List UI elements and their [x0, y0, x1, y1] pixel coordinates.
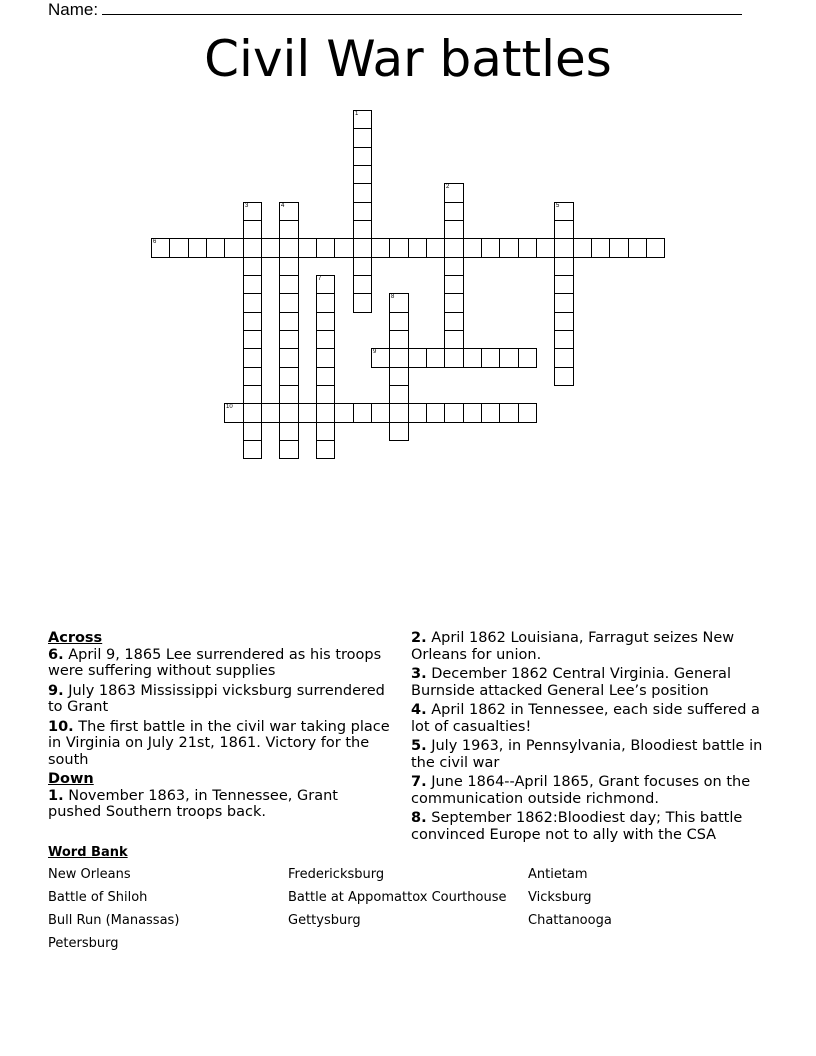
down-clue-list [48, 788, 393, 821]
grid-cell[interactable] [371, 348, 390, 368]
grid-cell[interactable] [279, 403, 299, 423]
grid-cell[interactable] [279, 330, 299, 349]
grid-cell[interactable] [408, 238, 427, 258]
grid-cell[interactable] [408, 348, 427, 368]
grid-cell[interactable] [554, 275, 574, 294]
clue-text: The first battle in the civil war taking place in Virginia on July 21st, 1861. Victory for the south [48, 718, 390, 768]
word-bank-item: Petersburg [48, 936, 119, 951]
grid-cell[interactable] [554, 293, 574, 313]
grid-cell[interactable] [169, 238, 189, 258]
word-bank-item: Vicksburg [528, 890, 592, 905]
grid-cell[interactable] [408, 403, 427, 423]
grid-cell[interactable] [389, 403, 409, 423]
grid-cell[interactable] [591, 238, 610, 258]
clue-item [48, 647, 393, 680]
word-bank-item: Fredericksburg [288, 867, 385, 882]
grid-cell[interactable] [261, 238, 280, 258]
clue-number-label: 2. [411, 630, 427, 646]
grid-cell[interactable] [316, 275, 335, 294]
grid-cell[interactable] [481, 403, 500, 423]
grid-cell[interactable] [353, 202, 372, 221]
grid-cell[interactable] [444, 202, 464, 221]
grid-cell[interactable] [243, 422, 262, 441]
clue-item [48, 683, 393, 716]
grid-cell[interactable] [554, 220, 574, 239]
clue-number: 9 [373, 349, 377, 355]
grid-cell[interactable] [353, 403, 372, 423]
grid-cell[interactable] [279, 385, 299, 404]
grid-cell[interactable] [646, 238, 665, 258]
grid-cell[interactable] [518, 403, 537, 423]
clue-number: 1 [355, 111, 359, 117]
name-blank-line[interactable] [102, 0, 742, 15]
grid-cell[interactable] [353, 275, 372, 294]
grid-cell[interactable] [444, 403, 464, 423]
grid-cell[interactable] [353, 147, 372, 166]
grid-cell[interactable] [554, 348, 574, 368]
grid-cell[interactable] [426, 348, 445, 368]
clue-number-label: 9. [48, 682, 64, 699]
name-field[interactable] [48, 0, 742, 20]
grid-cell[interactable] [316, 403, 335, 423]
grid-cell[interactable] [371, 403, 390, 423]
grid-cell[interactable] [499, 403, 519, 423]
grid-cell[interactable] [353, 165, 372, 184]
grid-cell[interactable] [243, 312, 262, 331]
clue-number: 2 [446, 184, 450, 190]
word-bank-item: Antietam [528, 867, 588, 882]
clue-number-label: 7. [411, 774, 427, 790]
grid-cell[interactable] [279, 238, 299, 258]
clue-text: September 1862:Bloodiest day; This battle convinced Europe not to ally with the CSA [411, 810, 743, 843]
clue-number-label: 6. [48, 646, 64, 663]
clue-number: 8 [391, 294, 395, 300]
clue-text: April 9, 1865 Lee surrendered as his troops were suffering without supplies [48, 646, 382, 679]
grid-cell[interactable] [279, 202, 299, 221]
grid-cell[interactable] [298, 403, 317, 423]
grid-cell[interactable] [243, 257, 262, 276]
grid-cell[interactable] [243, 403, 262, 423]
grid-cell[interactable] [499, 348, 519, 368]
word-bank-item: Battle of Shiloh [48, 890, 148, 905]
grid-cell[interactable] [353, 238, 372, 258]
grid-cell[interactable] [444, 220, 464, 239]
clue-number: 7 [318, 276, 322, 282]
clue-number-label: 5. [411, 738, 427, 754]
grid-cell[interactable] [261, 403, 280, 423]
grid-cell[interactable] [243, 385, 262, 404]
grid-cell[interactable] [371, 238, 390, 258]
clue-text: July 1863 Mississippi vicksburg surrendered to Grant [48, 682, 385, 715]
grid-cell[interactable] [444, 238, 464, 258]
clues-left-column [48, 630, 393, 824]
grid-cell[interactable] [243, 220, 262, 239]
grid-cell[interactable] [573, 238, 592, 258]
grid-cell[interactable] [463, 403, 482, 423]
grid-cell[interactable] [389, 385, 409, 404]
grid-cell[interactable] [389, 330, 409, 349]
grid-cell[interactable] [554, 312, 574, 331]
page-title: Civil War battles [204, 30, 612, 88]
word-bank-item: Battle at Appomattox Courthouse [288, 890, 507, 905]
grid-cell[interactable] [554, 202, 574, 221]
across-heading: Across [48, 630, 103, 646]
grid-cell[interactable] [316, 238, 335, 258]
grid-cell[interactable] [481, 238, 500, 258]
grid-cell[interactable] [444, 275, 464, 294]
clue-text: December 1862 Central Virginia. General Burnside attacked General Lee’s position [411, 666, 731, 699]
grid-cell[interactable] [518, 348, 537, 368]
word-bank-item: Chattanooga [528, 913, 612, 928]
grid-cell[interactable] [353, 128, 372, 148]
clue-number: 5 [556, 203, 560, 209]
grid-cell[interactable] [279, 293, 299, 313]
grid-cell[interactable] [389, 348, 409, 368]
word-bank-heading: Word Bank [48, 845, 128, 860]
grid-cell[interactable] [518, 238, 537, 258]
grid-cell[interactable] [444, 183, 464, 203]
grid-cell[interactable] [389, 367, 409, 386]
word-bank-item: Bull Run (Manassas) [48, 913, 180, 928]
grid-cell[interactable] [536, 238, 555, 258]
grid-cell[interactable] [279, 422, 299, 441]
grid-cell[interactable] [316, 293, 335, 313]
grid-cell[interactable] [279, 348, 299, 368]
grid-cell[interactable] [316, 422, 335, 441]
grid-cell[interactable] [628, 238, 647, 258]
grid-cell[interactable] [554, 367, 574, 386]
clue-number-label: 4. [411, 702, 427, 718]
grid-cell[interactable] [243, 238, 262, 258]
clue-number-label: 3. [411, 666, 427, 682]
grid-cell[interactable] [243, 293, 262, 313]
clue-item [411, 774, 766, 807]
clue-number: 6 [153, 239, 157, 245]
grid-cell[interactable] [444, 312, 464, 331]
clue-text: July 1963, in Pennsylvania, Bloodiest battle in the civil war [411, 738, 763, 771]
clue-number-label: 10. [48, 718, 74, 735]
across-clue-list [48, 647, 393, 769]
clue-text: November 1863, in Tennessee, Grant pushed Southern troops back. [48, 787, 338, 820]
clue-text: April 1862 Louisiana, Farragut seizes New Orleans for union. [411, 630, 735, 663]
grid-cell[interactable] [279, 367, 299, 386]
grid-cell[interactable] [206, 238, 225, 258]
grid-cell[interactable] [243, 330, 262, 349]
grid-cell[interactable] [389, 238, 409, 258]
clue-item [411, 810, 766, 843]
grid-cell[interactable] [609, 238, 629, 258]
grid-cell[interactable] [298, 238, 317, 258]
word-bank-item: New Orleans [48, 867, 131, 882]
grid-cell[interactable] [316, 348, 335, 368]
grid-cell[interactable] [243, 348, 262, 368]
clue-text: April 1862 in Tennessee, each side suffered a lot of casualties! [411, 702, 760, 735]
grid-cell[interactable] [279, 312, 299, 331]
grid-cell[interactable] [279, 257, 299, 276]
clue-number: 3 [245, 203, 249, 209]
grid-cell[interactable] [353, 220, 372, 239]
name-label: Name: [48, 0, 99, 19]
grid-cell[interactable] [554, 238, 574, 258]
grid-cell[interactable] [243, 367, 262, 386]
grid-cell[interactable] [444, 330, 464, 349]
clue-item [48, 719, 393, 769]
clues-right-column [411, 630, 766, 846]
grid-cell[interactable] [243, 440, 262, 459]
grid-cell[interactable] [426, 238, 445, 258]
grid-cell[interactable] [188, 238, 207, 258]
grid-cell[interactable] [481, 348, 500, 368]
clue-number: 4 [281, 203, 285, 209]
grid-cell[interactable] [279, 275, 299, 294]
grid-cell[interactable] [353, 257, 372, 276]
grid-cell[interactable] [389, 293, 409, 313]
clue-item [411, 666, 766, 699]
grid-cell[interactable] [316, 385, 335, 404]
down-heading: Down [48, 771, 94, 787]
clue-number-label: 8. [411, 810, 427, 826]
grid-cell[interactable] [334, 403, 354, 423]
grid-cell[interactable] [353, 183, 372, 203]
grid-cell[interactable] [316, 440, 335, 459]
grid-cell[interactable] [444, 293, 464, 313]
grid-cell[interactable] [224, 238, 244, 258]
grid-cell[interactable] [279, 440, 299, 459]
grid-cell[interactable] [316, 312, 335, 331]
clue-item [411, 738, 766, 771]
grid-cell[interactable] [316, 367, 335, 386]
grid-cell[interactable] [426, 403, 445, 423]
grid-cell[interactable] [499, 238, 519, 258]
grid-cell[interactable] [316, 330, 335, 349]
grid-cell[interactable] [243, 202, 262, 221]
word-bank-item: Gettysburg [288, 913, 361, 928]
grid-cell[interactable] [243, 275, 262, 294]
grid-cell[interactable] [463, 348, 482, 368]
grid-cell[interactable] [554, 330, 574, 349]
grid-cell[interactable] [224, 403, 244, 423]
grid-cell[interactable] [444, 348, 464, 368]
grid-cell[interactable] [389, 422, 409, 441]
grid-cell[interactable] [353, 293, 372, 313]
grid-cell[interactable] [444, 257, 464, 276]
clue-item [411, 630, 766, 663]
clue-item [48, 788, 393, 821]
clue-number-label: 1. [48, 787, 64, 804]
grid-cell[interactable] [554, 257, 574, 276]
clue-text: June 1864--April 1865, Grant focuses on the communication outside richmond. [411, 774, 751, 807]
grid-cell[interactable] [389, 312, 409, 331]
grid-cell[interactable] [279, 220, 299, 239]
grid-cell[interactable] [151, 238, 170, 258]
down-clue-list-continued [411, 630, 766, 843]
clue-item [411, 702, 766, 735]
grid-cell[interactable] [353, 110, 372, 129]
grid-cell[interactable] [463, 238, 482, 258]
clue-number: 10 [226, 404, 233, 410]
grid-cell[interactable] [334, 238, 354, 258]
